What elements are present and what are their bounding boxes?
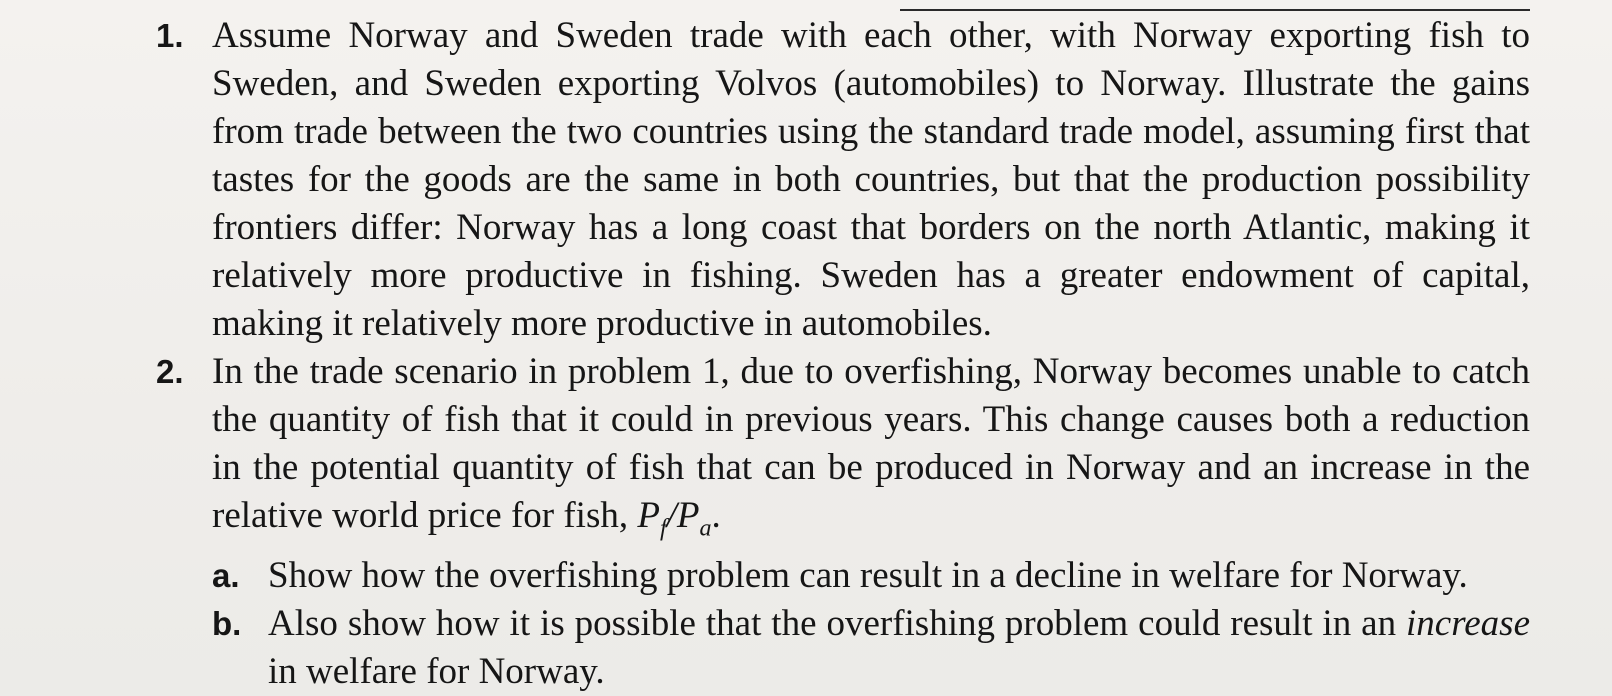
problem-text: Assume Norway and Sweden trade with each other, with Norway exporting fish to Sweden, and Sweden exporting Volvos (automobiles) to Norway. Illustrate the gains from trade between the two countries using the standard trade model, assuming first that tastes for the goods are the same in both countries, but that the production possibility frontiers differ: Norway has a long coast that borders on the north Atlantic, making it relatively more productive in fishing. Sweden has a greater endowment of capital, making it relatively more productive in automobiles.: [212, 15, 1530, 344]
subproblem-letter: b.: [212, 605, 242, 643]
subproblem-letter: a.: [212, 557, 240, 595]
top-rule: [900, 9, 1530, 11]
problem-list: [150, 12, 1530, 696]
problem-text: In the trade scenario in problem 1, due to overfishing, Norway becomes unable to catch the quantity of fish that it could in previous years. This change causes both a reduction in the potential quantity of fish that can be produced in Norway and an increase in the relative world price for fish, $P_f/P_a$.: [212, 351, 1530, 542]
problem-1: [150, 12, 1530, 348]
problem-number: 1.: [156, 17, 184, 54]
subproblem-text: Also show how it is possible that the overfishing problem could result in an increase in welfare for Norway.: [268, 603, 1531, 693]
problem-text-body: In the trade scenario in problem 1, due to overfishing, Norway becomes unable to catch the quantity of fish that it could in previous years. This change causes both a reduction in the potential quantity of fish that can be produced in Norway and an increase in the relative world price for fish,: [212, 351, 1530, 536]
emphasis-text: increase: [1406, 603, 1531, 645]
subproblem-b: [212, 600, 1530, 696]
problem-2: [150, 348, 1530, 696]
subproblem-text: Show how the overfishing problem can result in a decline in welfare for Norway.: [268, 555, 1468, 597]
price-ratio-formula: $P_f/P_a$: [637, 495, 712, 542]
subproblem-list: [212, 552, 1530, 696]
subproblem-a: [212, 552, 1530, 600]
problem-number: 2.: [156, 353, 184, 390]
